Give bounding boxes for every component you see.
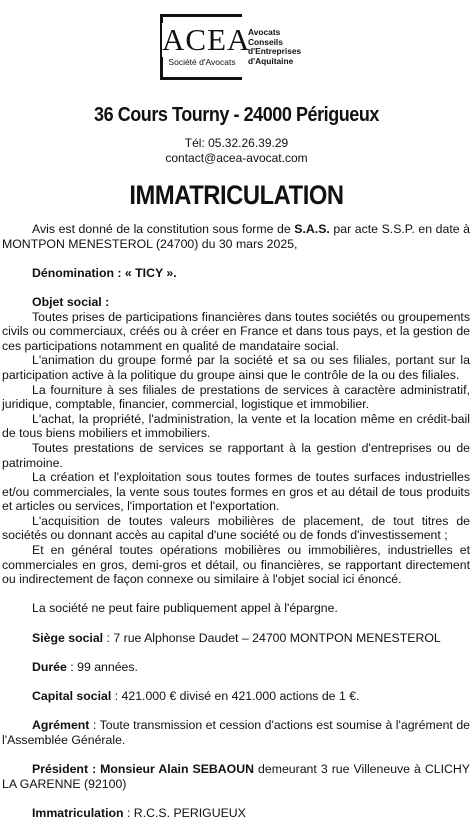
capital-value: : 421.000 € divisé en 421.000 actions de 1 €.	[111, 689, 360, 703]
siege-value: : 7 rue Alphonse Daudet – 24700 MONTPON MENESTEROL	[103, 630, 441, 645]
objet-paragraph: L'achat, la propriété, l'administration, la vente et la location même en crédit-bail de tous biens mobiliers et immobiliers.	[2, 411, 470, 441]
capital-label: Capital social	[32, 689, 112, 703]
president	[2, 762, 470, 791]
intro-text: par acte S.S.P. en date à MONTPON MENESTEROL (24700) du 30 mars 2025,	[2, 222, 471, 251]
duree-label: Durée	[32, 659, 67, 674]
objet-paragraph: L'acquisition de toutes valeurs mobilières de placement, de tout titres de sociétés ou donnant accès au capital d'une société ou de fonds d'investissement ;	[2, 513, 470, 543]
agrement	[2, 718, 470, 747]
intro-text: Avis est donné de la constitution sous forme de	[32, 222, 295, 236]
acea-logo	[160, 14, 312, 80]
company-form: S.A.S.	[294, 222, 330, 236]
duree-value: : 99 années.	[66, 659, 138, 674]
objet-social-label: Objet social :	[32, 294, 110, 309]
logo-subtitle: Société d'Avocats	[168, 57, 236, 67]
logo-tagline-line: d'Aquitaine	[248, 55, 294, 66]
phone-number: Tél: 05.32.26.39.29	[184, 136, 289, 150]
address-title: 36 Cours Tourny - 24000 Périgueux	[94, 104, 379, 126]
objet-paragraph: Toutes prises de participations financières dans toutes sociétés ou groupements civils ou commerciaux, créés ou à créer en France et dans tous pays, et la gestion de ces participations notamment en qualité de mandataire social.	[2, 309, 470, 353]
siege-social	[2, 631, 470, 646]
objet-paragraph: La fourniture à ses filiales de prestations de services à caractère administratif, juridique, comptable, financier, commercial, logistique et immobilier.	[2, 382, 470, 412]
duree	[2, 660, 470, 675]
logo-name: ACEA	[162, 22, 251, 57]
immatriculation-value: : R.C.S. PERIGUEUX	[123, 805, 246, 820]
objet-paragraph: Toutes prestations de services se rapportant à la gestion d'entreprises ou de patrimoine.	[2, 440, 470, 470]
denomination: Dénomination : « TICY ».	[32, 265, 177, 280]
logo-tagline-line: d'Entreprises	[248, 46, 302, 56]
notice-body	[2, 222, 470, 820]
agrement-value: : Toute transmission et cession d'actions est soumise à l'agrément de l'Assemblée Générale.	[2, 718, 470, 747]
immatriculation-label: Immatriculation	[32, 805, 124, 820]
immatriculation	[2, 806, 470, 821]
objet-paragraph: L'animation du groupe formé par la société et sa ou ses filiales, portant sur la participation active à la politique du groupe ainsi que le contrôle de la ou des filiales.	[2, 353, 470, 382]
notice-heading: IMMATRICULATION	[129, 180, 344, 210]
logo-tagline-line: Avocats	[248, 27, 281, 37]
contact-block	[0, 136, 473, 166]
president-value: demeurant 3 rue Villeneuve à CLICHY LA GARENNE (92100)	[2, 761, 471, 791]
siege-label: Siège social	[32, 630, 104, 645]
epargne-paragraph: La société ne peut faire publiquement appel à l'épargne.	[32, 601, 338, 616]
email-address: contact@acea-avocat.com	[165, 151, 308, 165]
agrement-label: Agrément	[32, 718, 90, 733]
capital-social	[2, 689, 470, 704]
objet-paragraph: La création et l'exploitation sous toutes formes de toutes surfaces industrielles et/ou commerciales, la vente sous toutes formes en gros et au détail de tous produits et articles ou services, l'importation et l'exportation.	[2, 470, 470, 514]
logo-tagline	[248, 28, 301, 66]
president-label: Président : Monsieur Alain SEBAOUN	[32, 761, 254, 776]
intro-paragraph	[2, 222, 470, 251]
objet-paragraph: Et en général toutes opérations mobilières ou immobilières, industrielles et commerciales en gros, demi-gros et détail, ou financières, se rapportant directement ou indirectement de façon connexe ou similaire à l'objet social ici énoncé.	[2, 543, 470, 587]
logo-tagline-line: Conseils	[248, 36, 283, 47]
